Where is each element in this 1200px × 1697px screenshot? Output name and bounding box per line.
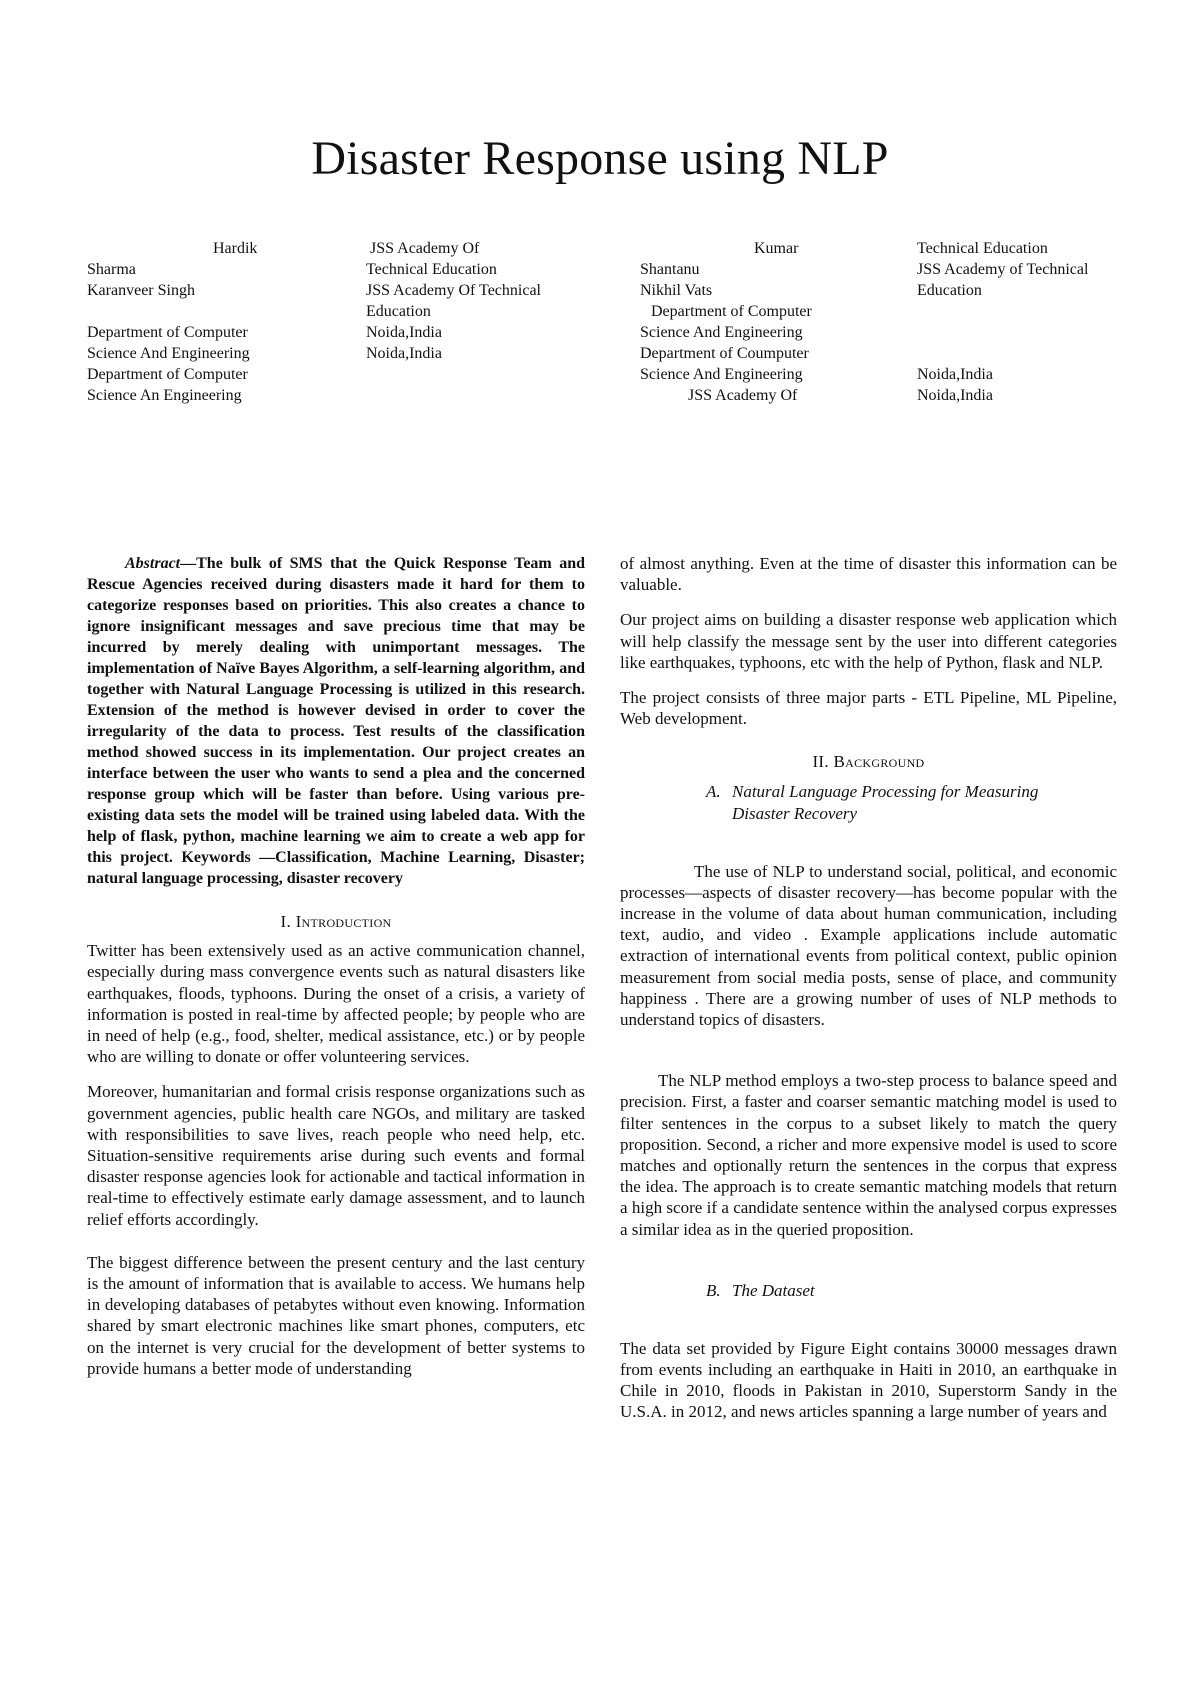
- author-line: Science An Engineering: [87, 387, 242, 404]
- author-line: Education: [917, 282, 982, 299]
- paragraph: The NLP method employs a two-step process to balance speed and precision. First, a faster and coarser semantic matching model is used to filter sentences in the corpus to a subset likely to match the query proposition. Second, a richer and more expensive model is used to score matches and optionally return the sentences in the corpus that express the idea. The approach is to create semantic matching models that return a high score if a candidate sentence within the analysed corpus expresses a similar idea as in the queried proposition.: [620, 1071, 1117, 1239]
- author-block-1: [87, 238, 257, 406]
- author-line: JSS Academy Of: [688, 387, 798, 404]
- author-line: Science And Engineering: [87, 345, 250, 362]
- author-line: JSS Academy of Technical: [917, 261, 1089, 278]
- paragraph: The data set provided by Figure Eight contains 30000 messages drawn from events including an earthquake in Haiti in 2010, an earthquake in Chile in 2010, floods in Pakistan in 2010, Superstorm Sandy in the U.S.A. in 2012, and news articles spanning a large number of years and: [620, 1338, 1117, 1422]
- subsection-title-line1: Natural Language Processing for Measuring: [732, 781, 1039, 801]
- section-title: Introduction: [295, 912, 392, 931]
- subsection-title-line2: Disaster Recovery: [732, 803, 858, 823]
- subsection-heading-b: [620, 1280, 1117, 1302]
- abstract: [87, 553, 585, 889]
- paragraph: The project consists of three major parts - ETL Pipeline, ML Pipeline, Web development.: [620, 688, 1117, 729]
- author-line: Nikhil Vats: [640, 282, 713, 299]
- author-line: Technical Education: [366, 261, 497, 278]
- author-line: Noida,India: [366, 345, 442, 362]
- author-block-3: [640, 238, 812, 406]
- author-line: Technical Education: [917, 240, 1048, 257]
- paragraph: The use of NLP to understand social, political, and economic processes—aspects of disaster recovery—has become popular with the increase in the volume of data about human communication, including text, audio, and video . Example applications include automatic extraction of international events from political context, public opinion measurement from social media posts, sense of place, and community happiness . There are a growing number of uses of NLP methods to understand topics of disasters.: [620, 861, 1117, 1030]
- author-line: Department of Computer: [87, 366, 248, 383]
- section-title: Background: [833, 752, 925, 772]
- paragraph: Our project aims on building a disaster response web application which will help classify the message sent by the user into different categories like earthquakes, typhoons, etc with the help of Python, flask and NLP.: [620, 610, 1117, 672]
- author-line: Kumar: [754, 240, 799, 257]
- author-line: JSS Academy Of: [370, 240, 480, 257]
- section-heading-background: [620, 751, 1117, 772]
- subsection-label: B.: [706, 1280, 721, 1300]
- section-heading-introduction: [87, 911, 585, 932]
- paragraph: Twitter has been extensively used as an active communication channel, especially during mass convergence events such as natural disasters like earthquakes, floods, typhoons. During the onset of a crisis, a variety of information is posted in real-time by affected people; by people who are in need of help (e.g., food, shelter, medical assistance, etc.) or by people who are willing to donate or offer volunteering services.: [87, 941, 585, 1067]
- author-line: Shantanu: [640, 261, 700, 278]
- author-line: Noida,India: [917, 387, 993, 404]
- author-line: Science And Engineering: [640, 324, 803, 341]
- paragraph: The biggest difference between the present century and the last century is the amount of information that is available to access. We humans help in developing databases of petabytes without even knowing. Information shared by smart electronic machines like smart phones, computers, etc on the internet is very crucial for the development of better systems to provide humans a better mode of understanding: [87, 1252, 585, 1378]
- section-number: I.: [280, 912, 292, 931]
- author-line: JSS Academy Of Technical: [366, 282, 541, 299]
- author-line: Karanveer Singh: [87, 282, 195, 299]
- paragraph: Moreover, humanitarian and formal crisis response organizations such as government agencies, public health care NGOs, and military are tasked with responsibilities to save lives, reach people who need help, etc. Situation-sensitive requirements arise during such events and formal disaster response agencies look for actionable and tactical information in real-time to effectively estimate early damage assessment, and to launch relief efforts accordingly.: [87, 1082, 585, 1229]
- author-line: Department of Coumputer: [640, 345, 809, 362]
- author-line: Sharma: [87, 261, 136, 278]
- subsection-label: A.: [706, 781, 721, 801]
- abstract-label: Abstract: [125, 555, 181, 572]
- author-line: Noida,India: [917, 366, 993, 383]
- author-line: Noida,India: [366, 324, 442, 341]
- subsection-heading-a: [620, 781, 1117, 825]
- page-title: Disaster Response using NLP: [311, 132, 889, 185]
- section-number: II.: [812, 752, 829, 772]
- right-column: [620, 553, 1117, 1423]
- author-line: Department of Computer: [87, 324, 248, 341]
- paragraph: of almost anything. Even at the time of disaster this information can be valuable.: [620, 554, 1117, 595]
- author-block-4: [917, 238, 1088, 406]
- left-column: [87, 553, 585, 1379]
- author-line: Science And Engineering: [640, 366, 803, 383]
- author-block-2: [366, 238, 541, 364]
- subsection-title: The Dataset: [732, 1280, 815, 1300]
- author-line: Department of Computer: [651, 303, 812, 320]
- author-line: Hardik: [213, 240, 258, 257]
- author-line: Education: [366, 303, 431, 320]
- abstract-text: —The bulk of SMS that the Quick Response Team and Rescue Agencies received during disasters made it hard for them to categorize responses based on priorities. This also creates a chance to ignore insignificant messages and save precious time that may be incurred by merely dealing with unimportant messages. The implementation of Naïve Bayes Algorithm, a self-learning algorithm, and together with Natural Language Processing is utilized in this research. Extension of the method is however devised in order to cover the irregularity of the data to process. Test results of the classification method showed success in its implementation. Our project creates an interface between the user who wants to send a plea and the concerned response group which will be faster than before. Using various pre-existing data sets the model will be trained using labeled data. With the help of flask, python, machine learning we aim to create a web app for this project. Keywords —Classification, Machine Learning, Disaster; natural language processing, disaster recovery: [87, 555, 585, 887]
